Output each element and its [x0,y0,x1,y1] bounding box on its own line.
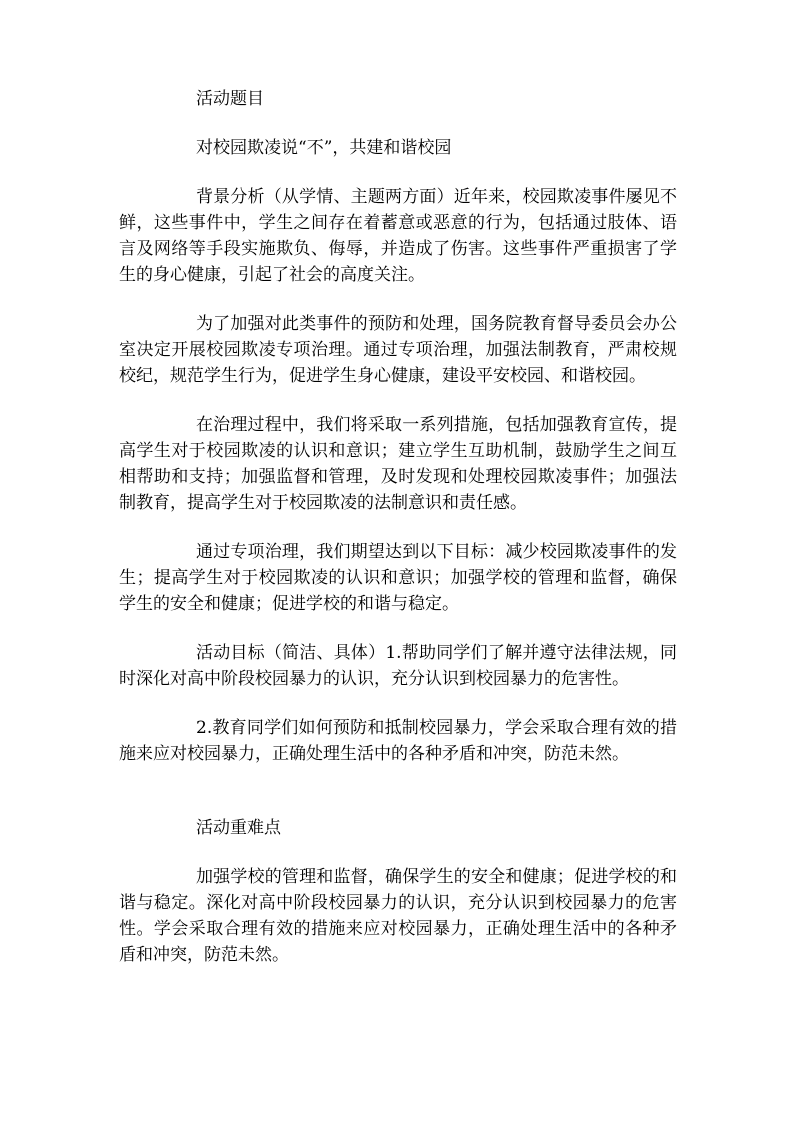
difficulty-paragraph: 加强学校的管理和监督，确保学生的安全和健康；促进学校的和谐与稳定。深化对高中阶段校园暴力的认识，充分认识到校园暴力的危害性。学会采取合理有效的措施来应对校园暴力，正确处理生活中的各种矛盾和冲突，防范未然。 [119,867,677,965]
activity-title: 活动题目 [196,89,264,109]
goals-paragraph: 通过专项治理，我们期望达到以下目标：减少校园欺凌事件的发生；提高学生对于校园欺凌的认识和意识；加强学校的管理和监督，确保学生的安全和健康；促进学校的和谐与稳定。 [119,542,677,614]
activity-subtitle: 对校园欺凌说“不”，共建和谐校园 [196,138,452,158]
activity-objective-two: 2.教育同学们如何预防和抵制校园暴力，学会采取合理有效的措施来应对校园暴力，正确处理生活中的各种矛盾和冲突，防范未然。 [119,718,677,764]
governance-paragraph: 为了加强对此类事件的预防和处理，国务院教育督导委员会办公室决定开展校园欺凌专项治理。通过专项治理，加强法制教育，严肃校规校纪，规范学生行为，促进学生身心健康，建设平安校园、和谐校园。 [119,314,677,386]
activity-objective-one: 活动目标（简洁、具体）1.帮助同学们了解并遵守法律法规，同时深化对高中阶段校园暴力的认识，充分认识到校园暴力的危害性。 [119,643,677,689]
difficulty-heading: 活动重难点 [196,818,281,838]
background-paragraph: 背景分析（从学情、主题两方面）近年来，校园欺凌事件屡见不鲜，这些事件中，学生之间存在着蓄意或恶意的行为，包括通过肢体、语言及网络等手段实施欺负、侮辱，并造成了伤害。这些事件严重损害了学生的身心健康，引起了社会的高度关注。 [119,187,677,285]
document-body [119,86,677,968]
measures-paragraph: 在治理过程中，我们将采取一系列措施，包括加强教育宣传，提高学生对于校园欺凌的认识和意识；建立学生互助机制，鼓励学生之间互相帮助和支持；加强监督和管理，及时发现和处理校园欺凌事件；加强法制教育，提高学生对于校园欺凌的法制意识和责任感。 [119,415,677,513]
